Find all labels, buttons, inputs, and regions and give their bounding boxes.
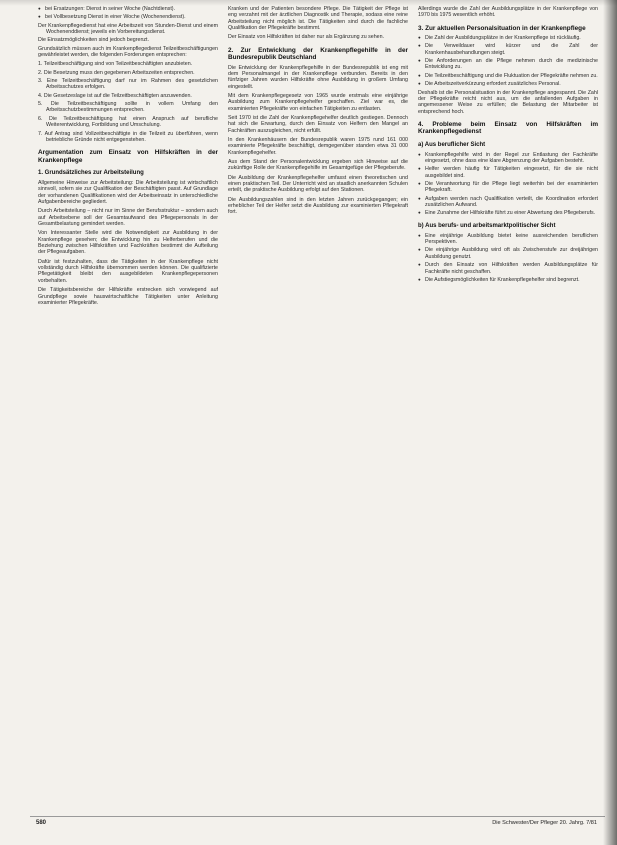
paragraph: Durch Arbeitsteilung – nicht nur im Sinne der Berufsstruktur – sondern auch auf Arbeitsebene soll der Gesamtaufwand des Pflegepersonals in der Gesamtbelastung gemindert werden. [38, 208, 218, 228]
section-heading: 3. Zur aktuellen Personalsituation in der Krankenpflege [418, 24, 586, 32]
paragraph: Mit dem Krankenpflegegesetz von 1965 wurde erstmals eine einjährige Ausbildung zum Krankenpflegehelfer geschaffen. Ziel war es, die examinierten Pflegekräfte von einfachen Tätigkeiten zu entlasten. [228, 92, 408, 112]
paragraph: In den Krankenhäusern der Bundesrepublik waren 1975 rund 161 000 examinierte Pflegekräfte beschäftigt, demgegenüber standen etwa 31 000 Krankenpflegehelfer. [228, 136, 408, 156]
scan-gutter-shadow [603, 0, 617, 845]
bullet-item: ● Die einjährige Ausbildung wird oft als Zwischenstufe zur dreijährigen Ausbildung genutzt. [418, 247, 598, 260]
numbered-item: 2. Die Besetzung muss den gegebenen Arbeitszeiten entsprechen. [38, 69, 195, 76]
journal-source: Die Schwester/Der Pfleger 20. Jahrg. 7/81 [492, 820, 597, 826]
intro-bullet: ● bei Ersatzungen: Dienst in seiner Woche (Nachtdienst). [38, 6, 218, 12]
paragraph: Allerdings wurde die Zahl der Ausbildungsplätze in der Krankenpflege von 1970 bis 1975 wesentlich erhöht. [418, 6, 598, 19]
text-column-right [418, 6, 598, 285]
paragraph: Die Ausbildung der Krankenpflegehelfer umfasst einen theoretischen und einen praktischen Teil. Der Unterricht wird an staatlich anerkannten Schulen erteilt, die praktische Ausbildung erfolgt auf den Stationen. [228, 174, 408, 194]
footer-rule [30, 816, 605, 817]
bullet-item: ● Eine einjährige Ausbildung bietet keine ausreichenden beruflichen Perspektiven. [418, 233, 598, 246]
bullet-item: ● Die Aufstiegsmöglichkeiten für Krankenpflegehelfer sind begrenzt. [418, 277, 598, 283]
text-column-left [38, 6, 218, 309]
bullet-item: ● Die Teilzeitbeschäftigung und die Fluktuation der Pflegekräfte nehmen zu. [418, 73, 598, 79]
subsection-heading: b) Aus berufs- und arbeitsmarktpolitischer Sicht [418, 222, 556, 229]
bullet-item: ● Aufgaben werden nach Qualifikation verteilt, die Koordination erfordert zusätzlichen Aufwand. [418, 196, 598, 209]
bullet-item: ● Die Verantwortung für die Pflege liegt weiterhin bei der examinierten Pflegekraft. [418, 181, 598, 194]
bullet-item: ● Die Zahl der Ausbildungsplätze in der Krankenpflege ist rückläufig. [418, 35, 598, 41]
subsection-heading: a) Aus beruflicher Sicht [418, 141, 486, 148]
bullet-item: ● Eine Zunahme der Hilfskräfte führt zu einer Abwertung des Pflegeberufs. [418, 210, 598, 216]
paragraph: Aus dem Stand der Personalentwicklung ergeben sich Hinweise auf die zukünftige Rolle der Krankenpflegehilfe im Gesamtgefüge der Pflegeberufe. [228, 159, 408, 172]
paragraph: Allgemeine Hinweise zur Arbeitsteilung: Die Arbeitsteilung ist wirtschaftlich sinnvoll, sofern sie zur Qualifikation der Beschäftigten passt. Auf Grundlage der vorhandenen Qualifikationen wird der Arbeitseinsatz in unterschiedliche Aufgabenbereiche gegliedert. [38, 180, 218, 206]
bullet-item: ● Helfer werden häufig für Tätigkeiten eingesetzt, für die sie nicht ausgebildet sind. [418, 166, 598, 179]
page-number: 580 [36, 820, 47, 826]
numbered-item: 4. Die Gesetzeslage ist auf die Teilzeitbeschäftigten anzuwenden. [38, 92, 192, 99]
numbered-item: 5. Die Teilzeitbeschäftigung sollte in vollem Umfang den Arbeitsschutzbestimmungen entsprechen. [38, 101, 218, 114]
section-heading: Argumentation zum Einsatz von Hilfskräften in der Krankenpflege [38, 149, 218, 164]
paragraph: Kranken und der Patienten besondere Pflege. Die Tätigkeit der Pflege ist eng verzahnt mit der ärztlichen Diagnostik und Therapie, sodass eine reine Arbeitsteilung nicht möglich ist. Die Tätigkeiten sind durch die fachliche Qualifikation der Pflegekräfte bestimmt. [228, 6, 408, 32]
paragraph: Von Interessanter Stelle wird die Notwendigkeit zur Ausbildung in der Krankenpflege gesehen; die Entwicklung hin zu Helferberufen und die Beziehung zwischen Hilfskräften und Fachkräften bestimmt die Aufteilung der Pflegeaufgaben. [38, 230, 218, 256]
numbered-item: 1. Teilzeitbeschäftigung sind von Teilzeitbeschäftigten anzubieten. [38, 61, 193, 68]
lead-item: Der Krankenpflegedienst hat eine Arbeitszeit von Stunden-Dienst und einem Wochenenddienst; jeweils ein Vorbereitungsdienst. [38, 22, 218, 36]
subsection-heading: 1. Grundsätzliches zur Arbeitsteilung [38, 170, 144, 176]
bullet-item: ● Die Arbeitszeitverkürzung erfordert zusätzliches Personal. [418, 81, 598, 87]
bullet-item: ● Die Verweildauer wird kürzer und die Zahl der Krankenhausbehandlungen steigt. [418, 43, 598, 56]
numbered-item: 7. Auf Antrag sind Vollzeitbeschäftigte in die Teilzeit zu überführen, wenn betriebliche Gründe nicht entgegenstehen. [38, 130, 218, 143]
intro-paragraph: Grundsätzlich müssen auch im Krankenpflegedienst Teilzeitbeschäftigungen gewährleistet werden, die folgenden Forderungen entsprechen: [38, 45, 218, 59]
paragraph: Die Entwicklung der Krankenpflegehilfe in der Bundesrepublik ist eng mit dem Personalmangel in der Krankenpflege verbunden. Bereits in den fünfziger Jahren wurden Hilfskräfte ohne Ausbildung in großem Umfang eingestellt. [228, 64, 408, 90]
paragraph: Der Einsatz von Hilfskräften ist daher nur als Ergänzung zu sehen. [228, 34, 385, 41]
lead-item: Die Einsatzmöglichkeiten sind jedoch begrenzt. [38, 37, 150, 44]
section-heading: 4. Probleme beim Einsatz von Hilfskräften im Krankenpflegedienst [418, 120, 598, 136]
intro-bullet: ● bei Vollbesetzung Dienst in einer Woche (Wochenendienst). [38, 14, 218, 20]
paragraph: Die Ausbildungszahlen sind in den letzten Jahren zurückgegangen; ein erheblicher Teil der Helfer setzt die Ausbildung zur examinierten Pflegekraft fort. [228, 196, 408, 216]
paragraph: Die Tätigkeitsbereiche der Hilfskräfte erstrecken sich vorwiegend auf Grundpflege sowie hauswirtschaftliche Tätigkeiten unter Anleitung examinierter Pflegekräfte. [38, 287, 218, 306]
bullet-item: ● Durch den Einsatz von Hilfskräften werden Ausbildungsplätze für Fachkräfte nicht geschaffen. [418, 262, 598, 275]
numbered-item: 3. Eine Teilzeitbeschäftigung darf nur im Rahmen des gesetzlichen Arbeitsschutzes erfolgen. [38, 78, 218, 91]
numbered-item: 6. Die Teilzeitbeschäftigung hat einen Anspruch auf berufliche Weiterentwicklung, Fortbildung und Umschulung. [38, 115, 218, 129]
paragraph: Deshalb ist die Personalsituation in der Krankenpflege angespannt. Die Zahl der Pflegekräfte reicht nicht aus, um die anfallenden Aufgaben in angemessener Weise zu erfüllen; die Belastung der Mitarbeiter ist entsprechend hoch. [418, 89, 598, 115]
paragraph: Seit 1970 ist die Zahl der Krankenpflegehelfer deutlich gestiegen. Dennoch hat sich die Erwartung, durch den Einsatz von Helfern den Mangel an Fachkräften auszugleichen, nicht erfüllt. [228, 114, 408, 134]
bullet-item: ● Krankenpflegehilfe wird in der Regel zur Entlastung der Fachkräfte eingesetzt, ohne dass eine klare Abgrenzung der Aufgaben besteht. [418, 152, 598, 165]
section-heading: 2. Zur Entwicklung der Krankenpflegehilfe in der Bundesrepublik Deutschland [228, 46, 408, 62]
bullet-item: ● Die Anforderungen an die Pflege nehmen durch die medizinische Entwicklung zu. [418, 58, 598, 71]
paragraph: Dafür ist festzuhalten, dass die Tätigkeiten in der Krankenpflege nicht vollständig durch Hilfskräfte übernommen werden können. Die qualifizierte Pflegetätigkeit bleibt den ausgebildeten Krankenpflegepersonen vorbehalten. [38, 258, 218, 284]
text-column-middle [228, 6, 408, 219]
